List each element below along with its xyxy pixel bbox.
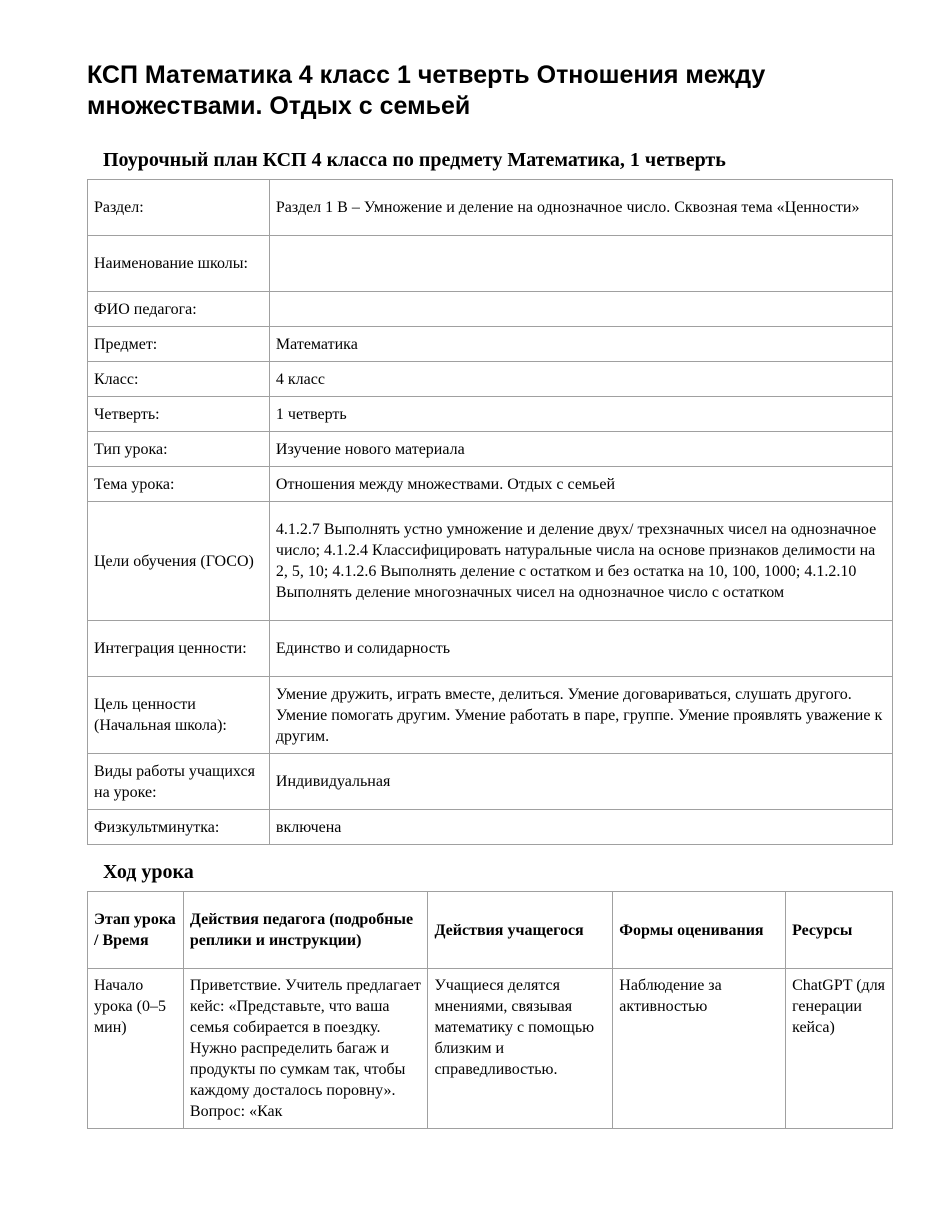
table-header-row <box>88 892 893 969</box>
cell-text: Наблюдение за активностью <box>619 977 722 1015</box>
cell-text: ChatGPT (для генерации кейса) <box>792 977 886 1036</box>
info-value: Отношения между множествами. Отдых с семьей <box>269 467 892 502</box>
info-label: Раздел: <box>88 180 270 236</box>
info-value: Единство и солидарность <box>269 621 892 677</box>
info-label: Виды работы учащихся на уроке: <box>88 754 270 810</box>
info-label: Цели обучения (ГОСО) <box>88 502 270 621</box>
info-value: Математика <box>269 327 892 362</box>
column-header: Формы оценивания <box>613 892 786 969</box>
info-label: Цель ценности (Начальная школа): <box>88 677 270 754</box>
column-header: Ресурсы <box>786 892 893 969</box>
lesson-progress-heading: Ход урока <box>103 861 194 883</box>
info-label: Тема урока: <box>88 467 270 502</box>
info-value: Раздел 1 В – Умножение и деление на однозначное число. Сквозная тема «Ценности» <box>269 180 892 236</box>
info-value: 4.1.2.7 Выполнять устно умножение и деление двух/ трехзначных чисел на однозначное число; 4.1.2.4 Классифицировать натуральные числа на основе признаков делимости на 2, 5, 10; 4.1.2.6 Выполнять деление с остатком и без остатка на 10, 100, 1000; 4.1.2.10 Выполнять деление многозначных чисел на однозначное число с остатком <box>269 502 892 621</box>
info-label: Предмет: <box>88 327 270 362</box>
table-row <box>88 292 893 327</box>
table-row <box>88 397 893 432</box>
info-table <box>87 179 893 845</box>
plan-heading: Поурочный план КСП 4 класса по предмету Математика, 1 четверть <box>103 149 726 171</box>
info-value: 4 класс <box>269 362 892 397</box>
table-row <box>88 810 893 845</box>
table-cell <box>786 969 893 1129</box>
info-value: Индивидуальная <box>269 754 892 810</box>
cell-text: Приветствие. Учитель предлагает кейс: «Представьте, что ваша семья собирается в поездку. Нужно распределить багаж и продукты по сумкам так, чтобы каждому досталось поровну». Вопрос: «Как <box>189 977 421 1120</box>
info-label: Тип урока: <box>88 432 270 467</box>
info-label: Четверть: <box>88 397 270 432</box>
table-cell <box>88 969 184 1129</box>
table-row <box>88 502 893 621</box>
info-value <box>269 292 892 327</box>
table-cell <box>613 969 786 1129</box>
info-label: Наименование школы: <box>88 236 270 292</box>
table-row <box>88 432 893 467</box>
table-row <box>88 677 893 754</box>
info-value: Изучение нового материала <box>269 432 892 467</box>
table-cell <box>428 969 613 1129</box>
info-value: включена <box>269 810 892 845</box>
info-label: Класс: <box>88 362 270 397</box>
info-label: Интеграция ценности: <box>88 621 270 677</box>
table-row <box>88 362 893 397</box>
column-header: Действия учащегося <box>428 892 613 969</box>
column-header: Этап урока / Время <box>88 892 184 969</box>
info-value <box>269 236 892 292</box>
info-label: Физкультминутка: <box>88 810 270 845</box>
info-label: ФИО педагога: <box>88 292 270 327</box>
table-row <box>88 621 893 677</box>
info-value: Умение дружить, играть вместе, делиться. Умение договариваться, слушать другого. Умение помогать другим. Умение работать в паре, группе. Умение проявлять уважение к другим. <box>269 677 892 754</box>
table-row <box>88 327 893 362</box>
table-row <box>88 754 893 810</box>
table-cell <box>183 969 428 1129</box>
table-row <box>88 467 893 502</box>
table-row <box>88 180 893 236</box>
cell-text: Начало урока (0–5 мин) <box>94 977 166 1036</box>
document-title: КСП Математика 4 класс 1 четверть Отношения между множествами. Отдых с семьей <box>87 61 766 120</box>
column-header: Действия педагога (подробные реплики и инструкции) <box>183 892 428 969</box>
table-row <box>88 969 893 1129</box>
cell-text: Учащиеся делятся мнениями, связывая математику с помощью близким и справедливостью. <box>434 977 595 1078</box>
info-value: 1 четверть <box>269 397 892 432</box>
table-row <box>88 236 893 292</box>
lesson-table <box>87 891 893 1129</box>
